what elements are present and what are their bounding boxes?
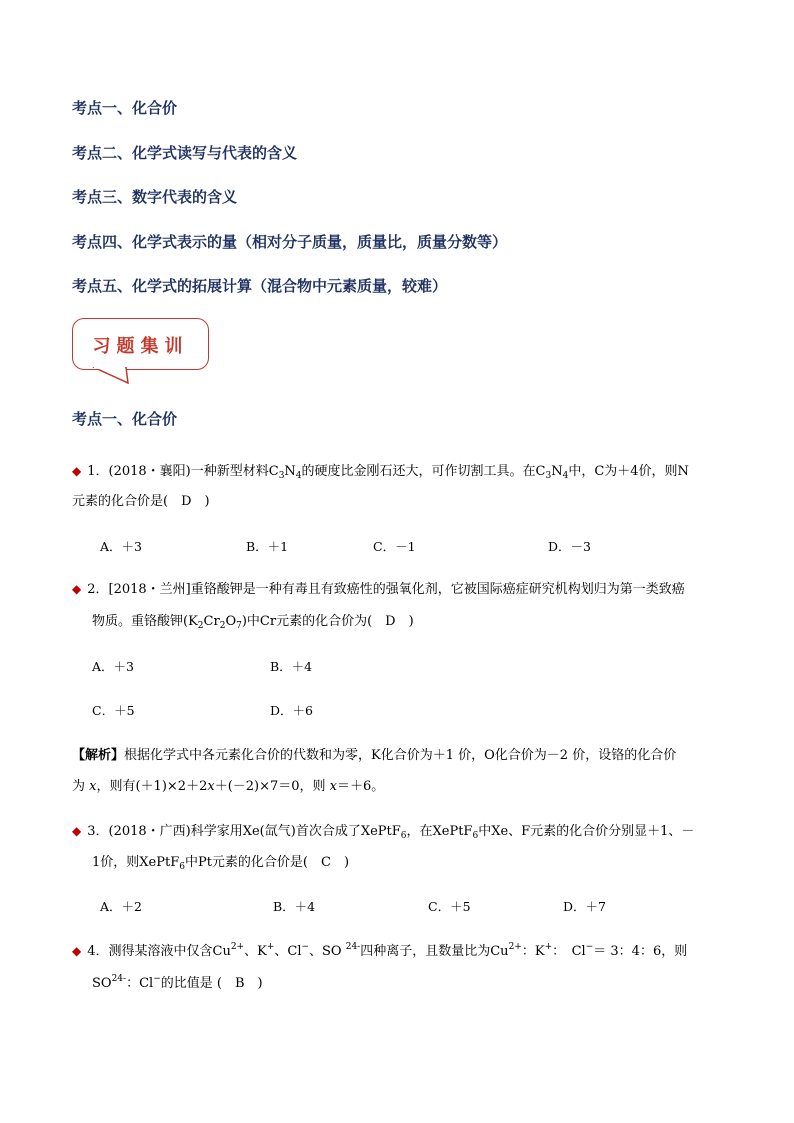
q1-option-b: B．＋1 (246, 539, 289, 554)
diamond-bullet-icon: ◆ (72, 944, 82, 958)
question-1-line-1: ◆ 1．(2018・襄阳)一种新型材料$C_3N_4$的硬度比金刚石还大，可作切割工具。在$C_3N_4$中，C为＋4价，则N (72, 464, 689, 481)
question-4-line-2: $SO^{24-}$：Cl−的比值是 ( B ) (92, 974, 263, 991)
question-3-line-1: ◆ 3．(2018・广西)科学家用Xe(氙气)首次合成了XePtF$_6$，在XePtF$_6$中Xe、F元素的化合价分别显＋1、－ (72, 824, 695, 841)
q3-option-b: B．＋4 (273, 899, 316, 914)
q2-option-c: C．＋5 (92, 703, 135, 718)
question-4-line-1: ◆ 4．测得某溶液中仅含$Cu^{2+}$、K+、Cl−、SO $^{24-}$四种离子，且数量比为$Cu^{2+}$：K+： Cl−＝ 3：4：6，则 (72, 942, 688, 959)
q2-option-b: B．＋4 (270, 659, 313, 674)
outline-item-4: 考点四、化学式表示的量（相对分子质量，质量比，质量分数等） (72, 233, 508, 251)
q1-option-a: A．＋3 (100, 539, 142, 554)
question-1-line-2: 元素的化合价是( D ) (72, 494, 210, 509)
q2-option-a: A．＋3 (92, 659, 134, 674)
q1-option-d: D．－3 (548, 539, 591, 554)
q1-option-c: C．－1 (373, 539, 416, 554)
analysis-tag: 【解析】 (72, 748, 125, 763)
analysis-line-2: 为 x，则有(＋1)×2＋2x＋(－2)×7＝0，则 x＝＋6。 (72, 779, 385, 794)
question-2-line-2: 物质。重铬酸钾$(K_2Cr_2O_7)$中Cr元素的化合价为( D ) (92, 614, 414, 631)
diamond-bullet-icon: ◆ (72, 582, 82, 596)
callout-label: 习题集训 (92, 336, 189, 357)
diamond-bullet-icon: ◆ (72, 824, 82, 838)
outline-item-2: 考点二、化学式读写与代表的含义 (72, 144, 298, 162)
section-title: 考点一、化合价 (72, 410, 178, 428)
analysis-line-1: 【解析】根据化学式中各元素化合价的代数和为零，K化合价为＋1 价，O化合价为－2 价，设铬的化合价 (72, 748, 677, 763)
exercise-callout (72, 318, 209, 370)
outline-item-5: 考点五、化学式的拓展计算（混合物中元素质量，较难） (72, 277, 448, 295)
q3-option-c: C．＋5 (428, 899, 471, 914)
q3-option-d: D．＋7 (563, 899, 606, 914)
question-2-line-1: ◆ 2．[2018・兰州]重铬酸钾是一种有毒且有致癌性的强氧化剂，它被国际癌症研究机构划归为第一类致癌 (72, 582, 685, 597)
callout-tail-icon (92, 367, 132, 385)
diamond-bullet-icon: ◆ (72, 464, 82, 478)
outline-item-1: 考点一、化合价 (72, 99, 178, 117)
q3-option-a: A．＋2 (100, 899, 142, 914)
question-3-line-2: 1价，则XePtF$_6$中Pt元素的化合价是( C ) (92, 855, 350, 872)
q2-option-d: D．＋6 (270, 703, 313, 718)
outline-item-3: 考点三、数字代表的含义 (72, 188, 238, 206)
